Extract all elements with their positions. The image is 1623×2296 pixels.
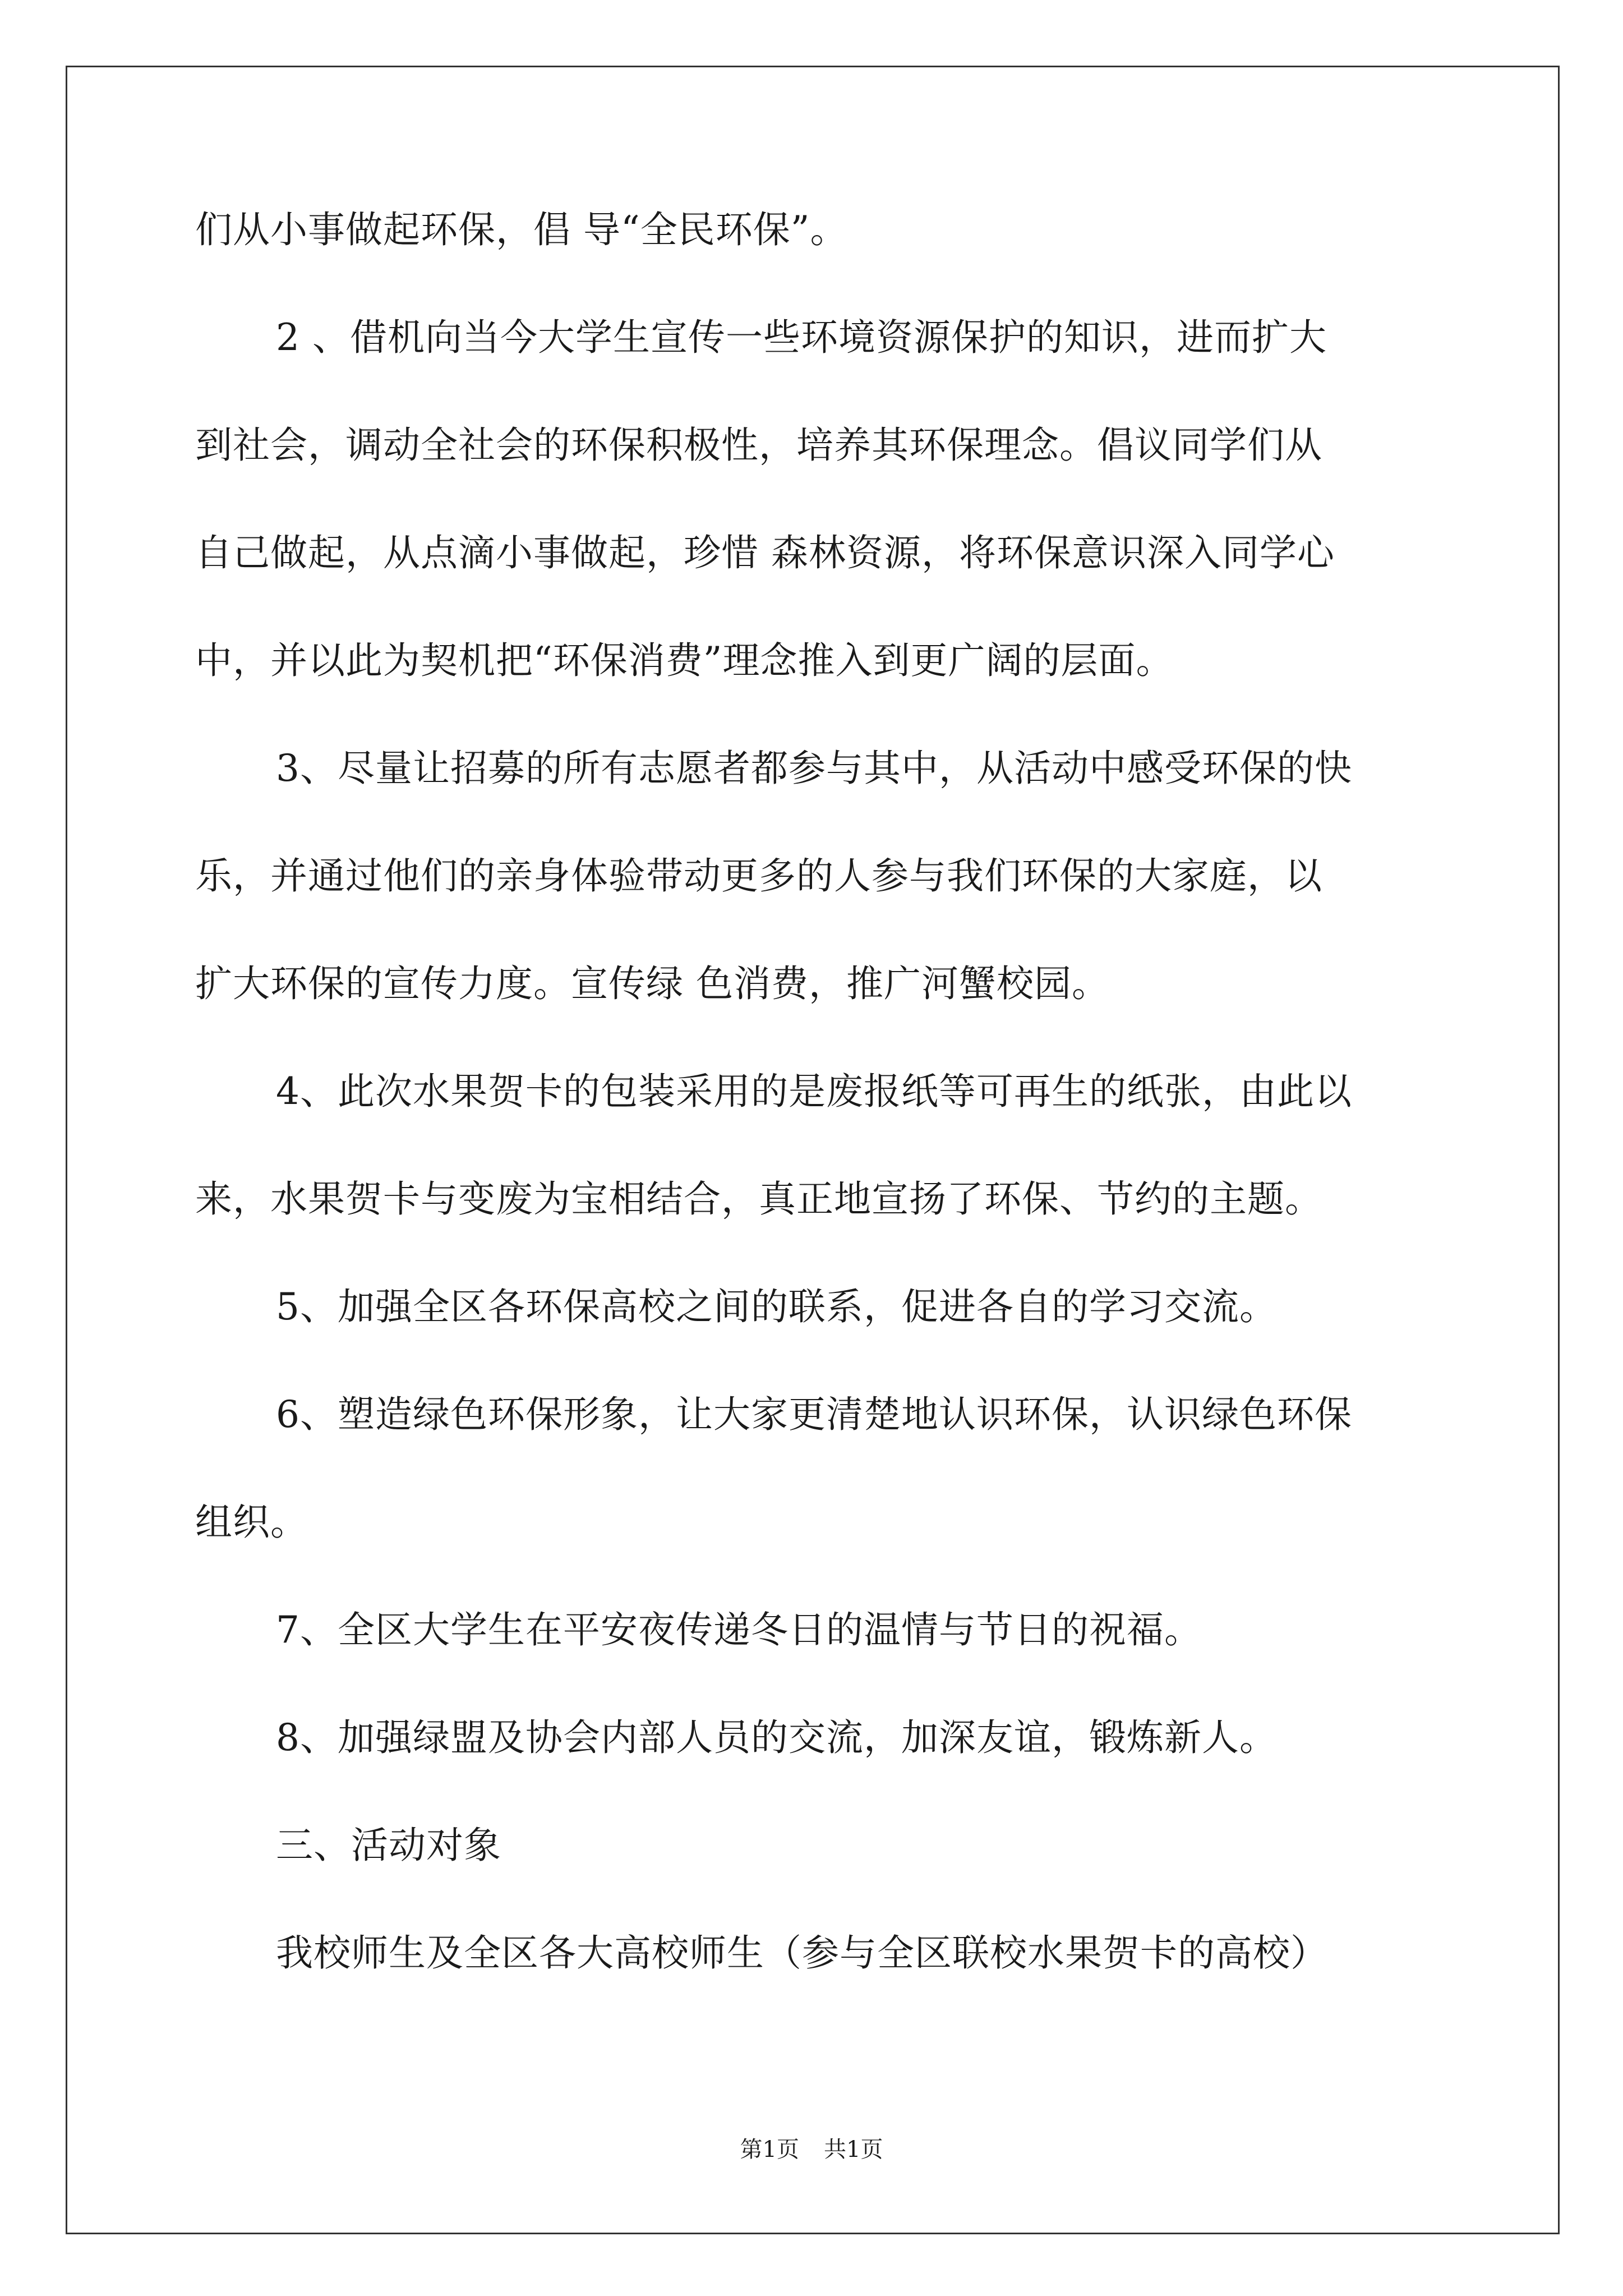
text-line: 8、加强绿盟及协会内部人员的交流，加深友谊，锻炼新人。 (276, 1716, 1277, 1759)
text-line: 3、尽量让招募的所有志愿者都参与其中，从活动中感受环保的快 (276, 747, 1352, 790)
text-line: 4、此次水果贺卡的包装采用的是废报纸等可再生的纸张，由此以 (276, 1070, 1352, 1113)
text-line: 5、加强全区各环保高校之间的联系，促进各自的学习交流。 (276, 1285, 1277, 1328)
page-footer (0, 2136, 1623, 2163)
text-line: 2 、借机向当今大学生宣传一些环境资源保护的知识，进而扩大 (276, 316, 1327, 359)
text-line: 6、塑造绿色环保形象，让大家更清楚地认识环保，认识绿色环保 (276, 1393, 1352, 1436)
section-heading: 三、活动对象 (276, 1824, 501, 1867)
text-line: 扩大环保的宣传力度。宣传绿 色消费，推广河蟹校园。 (195, 962, 1109, 1005)
text-line: 中，并以此为契机把“环保消费”理念推入到更广阔的层面。 (195, 639, 1174, 682)
text-line: 到社会，调动全社会的环保积极性，培养其环保理念。倡议同学们从 (195, 424, 1322, 467)
text-line: 来，水果贺卡与变废为宝相结合，真正地宣扬了环保、节约的主题。 (195, 1177, 1322, 1221)
text-line: 们从小事做起环保，倡 导“全民环保”。 (195, 208, 848, 251)
page-number-total: 共1页 (824, 2137, 883, 2162)
text-line: 7、全区大学生在平安夜传递冬日的温情与节日的祝福。 (276, 1608, 1202, 1651)
text-line: 乐，并通过他们的亲身体验带动更多的人参与我们环保的大家庭，以 (195, 854, 1322, 898)
page-number-current: 第1页 (740, 2137, 799, 2162)
text-line: 我校师生及全区各大高校师生（参与全区联校水果贺卡的高校） (276, 1931, 1328, 1975)
page-border (66, 66, 1560, 2234)
text-line: 自己做起，从点滴小事做起，珍惜 森林资源，将环保意识深入同学心 (195, 531, 1335, 574)
text-line: 组织。 (195, 1501, 308, 1544)
